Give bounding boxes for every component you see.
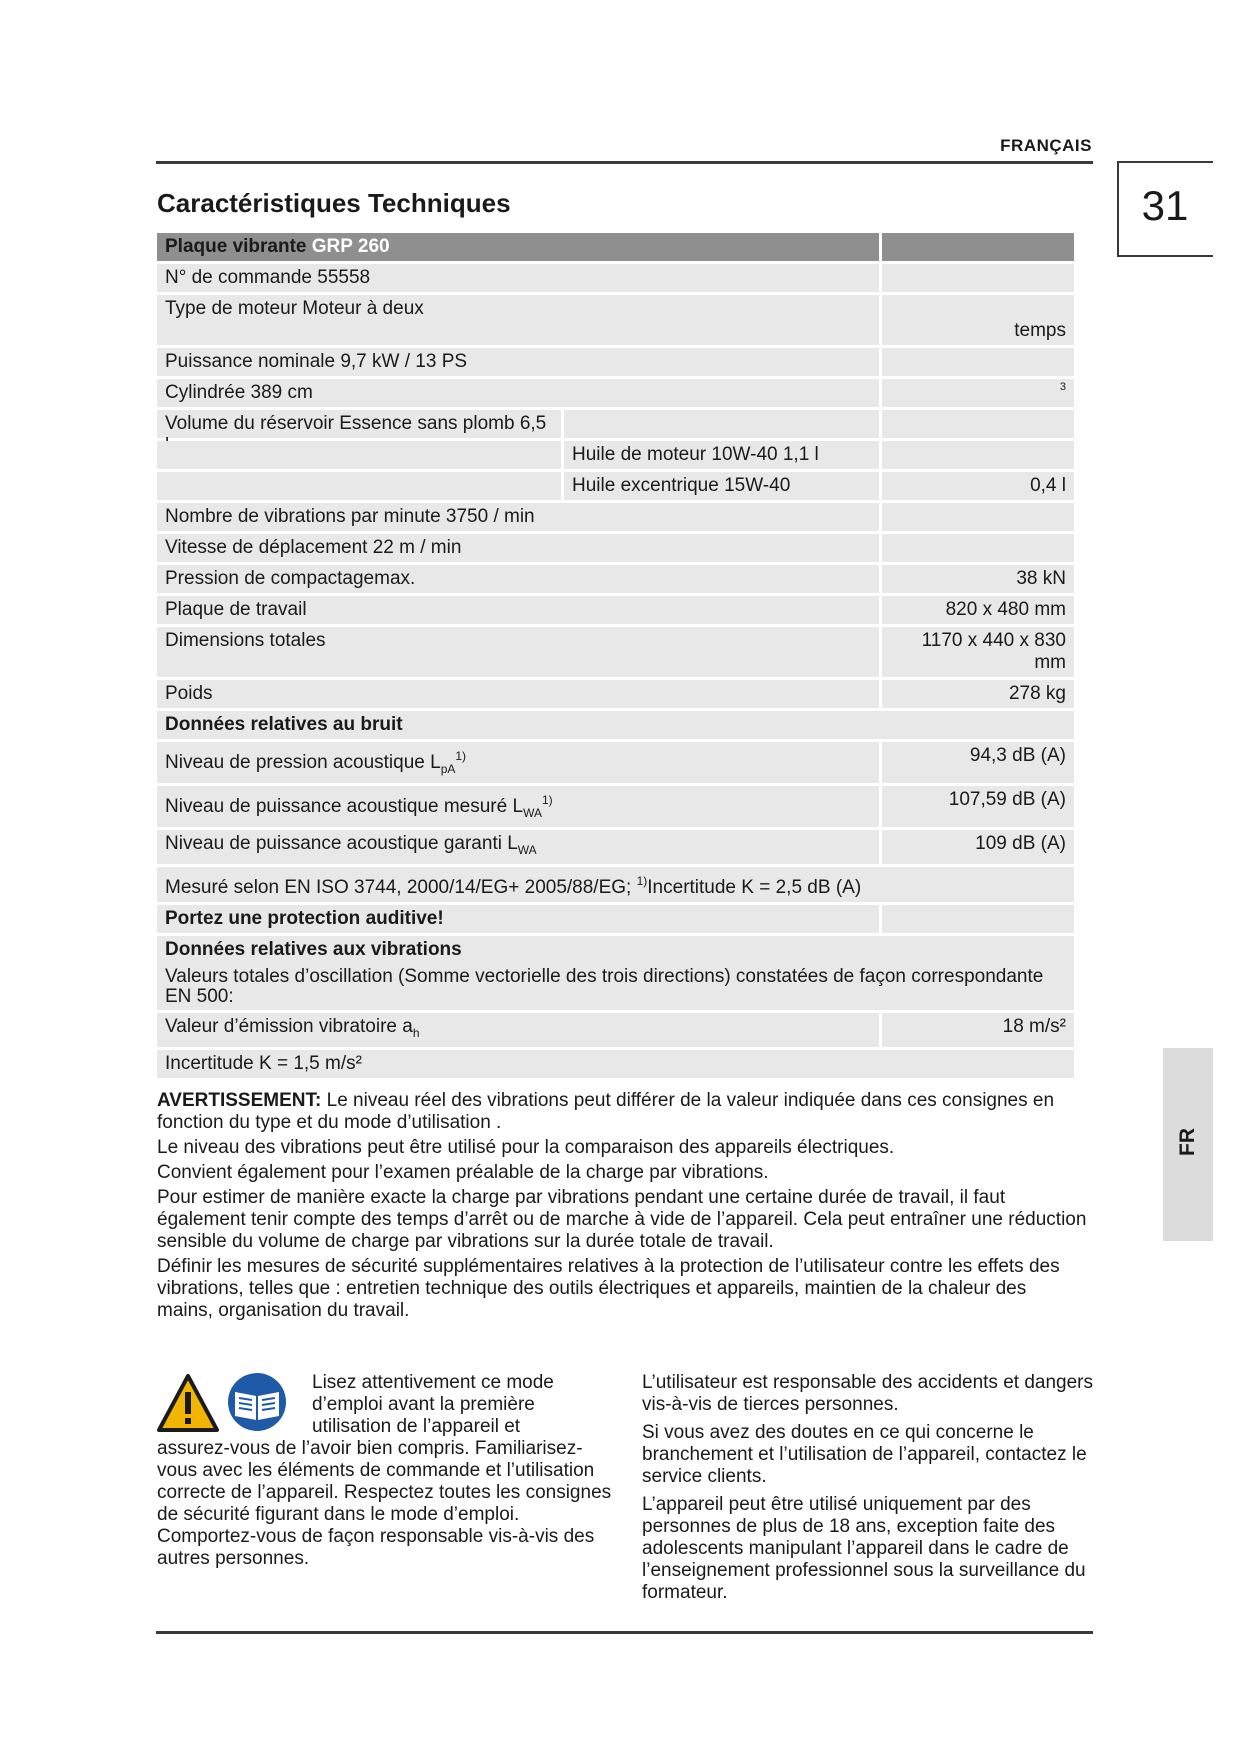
- table-row: [157, 596, 1074, 624]
- table-row: [157, 1013, 1074, 1047]
- weight-value: 278 kg: [882, 680, 1074, 708]
- page-title: Caractéristiques Techniques: [157, 188, 511, 218]
- order-number: N° de commande 55558: [157, 264, 879, 292]
- age-restriction-paragraph: L’appareil peut être utilisé uniquement par des personnes de plus de 18 ans, exception faite des adolescents manipulant l’appareil dans le cadre de l’enseignement professionnel sous la surveillance du formateur.: [642, 1494, 1086, 1603]
- table-row: [157, 627, 1074, 677]
- technical-specs-table: [157, 233, 1074, 1081]
- read-manual-intro: Lisez attentivement ce mode d’emploi avant la première utilisation de l’appareil et: [312, 1372, 554, 1437]
- measurement-standard: Mesuré selon EN ISO 3744, 2000/14/EG+ 2005/88/EG; $^{1)}$Incertitude K = 2,5 dB (A): [157, 867, 1074, 902]
- warning-paragraph: AVERTISSEMENT: Le niveau réel des vibrations peut différer de la valeur indiquée dans ces consignes en fonction du type et du mode d’utilisation .: [157, 1090, 1055, 1133]
- top-rule: [156, 161, 1093, 164]
- compaction-pressure: Pression de compactagemax.: [157, 565, 879, 593]
- noise-heading: Données relatives au bruit: [157, 711, 1074, 739]
- warning-paragraph: Pour estimer de manière exacte la charge par vibrations pendant une certaine durée de travail, il faut également tenir compte des temps d’arrêt ou de marche à vide de l’appareil. Cela peut entraîner une réduction sensible du volume de charge par vibrations sur la durée totale de travail.: [157, 1187, 1087, 1252]
- sound-power-measured-value: 107,59 dB (A): [882, 786, 1074, 827]
- instructions-right-column: [642, 1372, 1102, 1610]
- table-header-cell: [157, 233, 879, 261]
- warning-label: AVERTISSEMENT:: [157, 1090, 322, 1111]
- compaction-pressure-value: 38 kN: [882, 565, 1074, 593]
- vibration-emission: Valeur d’émission vibratoire $a_h$: [157, 1013, 879, 1047]
- vibration-emission-value: 18 m/s²: [882, 1013, 1074, 1047]
- customer-service-paragraph: Si vous avez des doutes en ce qui concerne le branchement et l’utilisation de l’appareil, contactez le service clients.: [642, 1422, 1087, 1487]
- work-plate-value: 820 x 480 mm: [882, 596, 1074, 624]
- table-row: [157, 348, 1074, 376]
- table-row: [157, 964, 1074, 1010]
- table-row: [157, 410, 1074, 438]
- table-row: [157, 565, 1074, 593]
- weight: Poids: [157, 680, 879, 708]
- warning-paragraph: Convient également pour l’examen préalable de la charge par vibrations.: [157, 1162, 769, 1183]
- page-number: 31: [1141, 182, 1189, 229]
- table-row: [157, 441, 1074, 469]
- sound-power-measured: Niveau de puissance acoustique mesuré $L_{WA}^{1)}$: [157, 786, 879, 827]
- eccentric-oil-value: 0,4 l: [882, 472, 1074, 500]
- eccentric-oil: Huile excentrique 15W-40: [564, 472, 879, 500]
- sound-power-guaranteed-value: 109 dB (A): [882, 830, 1074, 864]
- vibration-description: Valeurs totales d’oscillation (Somme vectorielle des trois directions) constatées de façon correspondante EN 500:: [157, 964, 1074, 1010]
- table-header-row: [157, 233, 1074, 261]
- instructions-left-column: [157, 1372, 617, 1570]
- sound-pressure-level: Niveau de pression acoustique $L_{pA}^{1)}$: [157, 742, 879, 783]
- table-row: [157, 786, 1074, 827]
- engine-type-right: temps: [882, 295, 1074, 345]
- ear-protection-notice: Portez une protection auditive!: [157, 905, 879, 933]
- vibrations-per-minute: Nombre de vibrations par minute 3750 / min: [157, 503, 879, 531]
- overall-dimensions-value: 1170 x 440 x 830 mm: [882, 627, 1074, 677]
- table-header-right: [882, 233, 1074, 261]
- language-label: FRANÇAIS: [1000, 136, 1092, 155]
- table-row: [157, 1050, 1074, 1078]
- engine-type: Type de moteur Moteur à deux: [157, 295, 879, 345]
- table-row: [157, 264, 1074, 292]
- table-row: [157, 680, 1074, 708]
- work-plate: Plaque de travail: [157, 596, 879, 624]
- tank-volume: Volume du réservoir Essence sans plomb 6,5: [157, 410, 561, 438]
- product-type: Plaque vibrante: [165, 236, 307, 257]
- bottom-rule: [156, 1631, 1093, 1634]
- language-side-tab-label: FR: [1176, 1128, 1199, 1156]
- table-row: [157, 936, 1074, 964]
- vibration-heading: Données relatives aux vibrations: [157, 936, 1074, 964]
- table-row: [157, 379, 1074, 407]
- displacement: Cylindrée 389 cm: [157, 379, 879, 407]
- table-row: [157, 503, 1074, 531]
- table-row: [157, 472, 1074, 500]
- displacement-exponent: 3: [882, 379, 1074, 407]
- nominal-power: Puissance nominale 9,7 kW / 13 PS: [157, 348, 879, 376]
- travel-speed: Vitesse de déplacement 22 m / min: [157, 534, 879, 562]
- table-row: [157, 830, 1074, 864]
- warning-paragraph: Le niveau des vibrations peut être utilisé pour la comparaison des appareils électriques.: [157, 1137, 895, 1158]
- table-row: [157, 295, 1074, 345]
- sound-power-guaranteed: Niveau de puissance acoustique garanti $L_{WA}$: [157, 830, 879, 864]
- vibration-uncertainty: Incertitude K = 1,5 m/s²: [157, 1050, 1074, 1078]
- engine-oil: Huile de moteur 10W-40 1,1 l: [564, 441, 879, 469]
- warning-paragraph: Définir les mesures de sécurité supplémentaires relatives à la protection de l’utilisateur contre les effets des vibrations, telles que : entretien technique des outils électriques et appareils, maintien de la chaleur des mains, organisation du travail.: [157, 1256, 1060, 1321]
- table-row: [157, 742, 1074, 783]
- sound-pressure-level-value: 94,3 dB (A): [882, 742, 1074, 783]
- overall-dimensions: Dimensions totales: [157, 627, 879, 677]
- read-manual-text: assurez-vous de l’avoir bien compris. Familiarisez-vous avec les éléments de commande et l’utilisation correcte de l’appareil. Respectez toutes les consignes de sécurité figurant dans le mode d’emploi. Comportez-vous de façon responsable vis-à-vis des autres personnes.: [157, 1438, 612, 1569]
- product-model: GRP 260: [311, 236, 390, 257]
- table-row: [157, 534, 1074, 562]
- table-row: [157, 905, 1074, 933]
- table-row: [157, 867, 1074, 902]
- warning-section: [157, 1090, 1087, 1325]
- table-row: [157, 711, 1074, 739]
- responsibility-paragraph: L’utilisateur est responsable des accidents et dangers vis-à-vis de tierces personnes.: [642, 1372, 1093, 1415]
